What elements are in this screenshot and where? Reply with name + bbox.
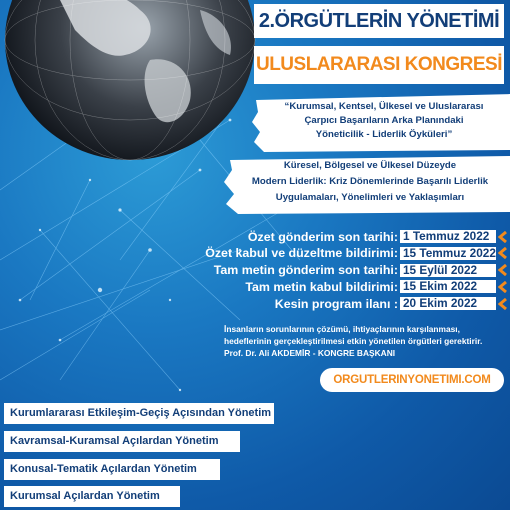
theme-line-1: Küresel, Bölgesel ve Ülkesel Düzeyde <box>283 160 457 171</box>
website-link[interactable]: ORGUTLERINYONETIMI.COM <box>320 368 504 392</box>
congress-subtitle: ULUSLARARASI KONGRESİ <box>255 54 502 75</box>
date-row <box>150 296 510 312</box>
chevron-left-icon <box>498 264 510 277</box>
quote-line-1: “Kurumsal, Kentsel, Ülkesel ve Uluslararası <box>284 101 484 112</box>
statement-signature: Prof. Dr. Ali AKDEMİR - KONGRE BAŞKANI <box>224 348 396 358</box>
quote-line-3: Yöneticilik - Liderlik Öyküleri” <box>315 129 453 140</box>
date-label: Kesin program ilanı : <box>274 296 398 311</box>
date-value: 1 Temmuz 2022 <box>400 230 496 243</box>
quote-line-2: Çarpıcı Başarıların Arka Planındaki <box>304 115 464 126</box>
chevron-left-icon <box>498 247 510 260</box>
date-row <box>150 279 510 295</box>
statement-line-2: hedeflerinin gerçekleştirilmesi etkin yönetilen örgütleri gerektirir. <box>224 336 483 346</box>
important-dates <box>150 229 510 312</box>
statement-line-1: İnsanların sorunlarının çözümü, ihtiyaçlarının karşılanması, <box>224 324 460 334</box>
date-value: 15 Ekim 2022 <box>400 280 496 293</box>
date-row <box>150 229 510 245</box>
theme-text <box>232 158 508 206</box>
chevron-left-icon <box>498 297 510 310</box>
date-value: 15 Eylül 2022 <box>400 264 496 277</box>
topic-item: Kurumsal Açılardan Yönetim <box>4 486 180 507</box>
date-value: 20 Ekim 2022 <box>400 297 496 310</box>
date-row <box>150 246 510 262</box>
date-label: Özet kabul ve düzeltme bildirimi: <box>205 246 398 261</box>
chevron-left-icon <box>498 230 510 243</box>
congress-title: 2.ÖRGÜTLERİN YÖNETİMİ <box>258 10 500 32</box>
date-label: Özet gönderim son tarihi: <box>247 229 398 244</box>
date-value: 15 Temmuz 2022 <box>400 247 496 260</box>
chevron-left-icon <box>498 280 510 293</box>
date-row <box>150 262 510 278</box>
president-statement <box>224 323 508 359</box>
topic-item: Kavramsal-Kuramsal Açılardan Yönetim <box>4 431 240 452</box>
topic-item: Kurumlararası Etkileşim-Geçiş Açısından Yönetim <box>4 403 274 424</box>
date-label: Tam metin kabul bildirimi: <box>245 279 398 294</box>
quote-text <box>262 100 506 142</box>
date-label: Tam metin gönderim son tarihi: <box>213 263 398 278</box>
topic-item: Konusal-Tematik Açılardan Yönetim <box>4 459 220 480</box>
theme-line-3: Uygulamaları, Yönelimleri ve Yaklaşımları <box>275 192 465 203</box>
theme-line-2: Modern Liderlik: Kriz Dönemlerinde Başarılı Liderlik <box>251 176 489 187</box>
globe-graphic <box>0 0 270 170</box>
